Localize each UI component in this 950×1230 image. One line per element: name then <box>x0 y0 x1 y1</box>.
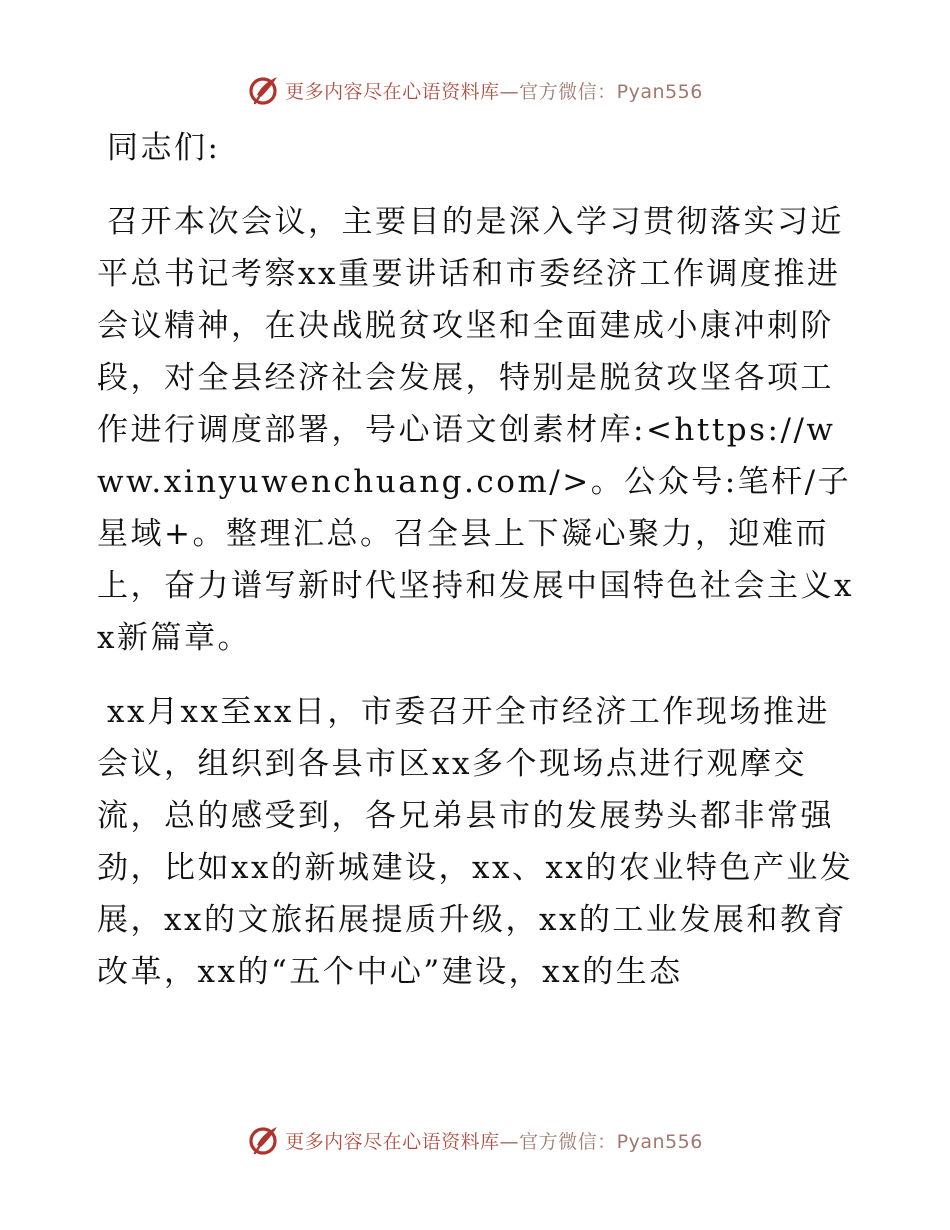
banner-text <box>285 77 703 104</box>
paragraph-1: 召开本次会议，主要目的是深入学习贯彻落实习近平总书记考察xx重要讲话和市委经济工作调度推进会议精神，在决战脱贫攻坚和全面建成小康冲刺阶段，对全县经济社会发展，特别是脱贫攻坚各项工作进行调度部署，号心语文创素材库:<https://www.xinyuwenchuang.com/>。公众号:笔杆/子星域+。整理汇总。召全县上下凝心聚力，迎难而上，奋力谱写新时代坚持和发展中国特色社会主义xx新篇章。 <box>97 204 854 656</box>
footer-banner <box>0 1118 950 1162</box>
banner-separator: — <box>499 1130 520 1153</box>
quill-logo-icon <box>247 73 281 107</box>
paragraph-2: xx月xx至xx日，市委召开全市经济工作现场推进会议，组织到各县市区xx多个现场点进行观摩交流，总的感受到，各兄弟县市的发展势头都非常强劲，比如xx的新城建设，xx、xx的农业特色产业发展，xx的文旅拓展提质升级，xx的工业发展和教育改革，xx的“五个中心”建设，xx的生态 <box>97 694 854 990</box>
banner-slogan: 更多内容尽在心语资料库 <box>285 1130 500 1153</box>
document-body <box>97 122 857 1020</box>
quill-logo-icon <box>247 1123 281 1157</box>
banner-wechat: 官方微信：Pyan556 <box>519 80 703 103</box>
greeting: 同志们: <box>107 130 221 166</box>
banner-wechat: 官方微信：Pyan556 <box>519 1130 703 1153</box>
header-banner <box>0 68 950 112</box>
banner-separator: — <box>499 80 520 103</box>
banner-text <box>285 1127 703 1154</box>
banner-slogan: 更多内容尽在心语资料库 <box>285 80 500 103</box>
